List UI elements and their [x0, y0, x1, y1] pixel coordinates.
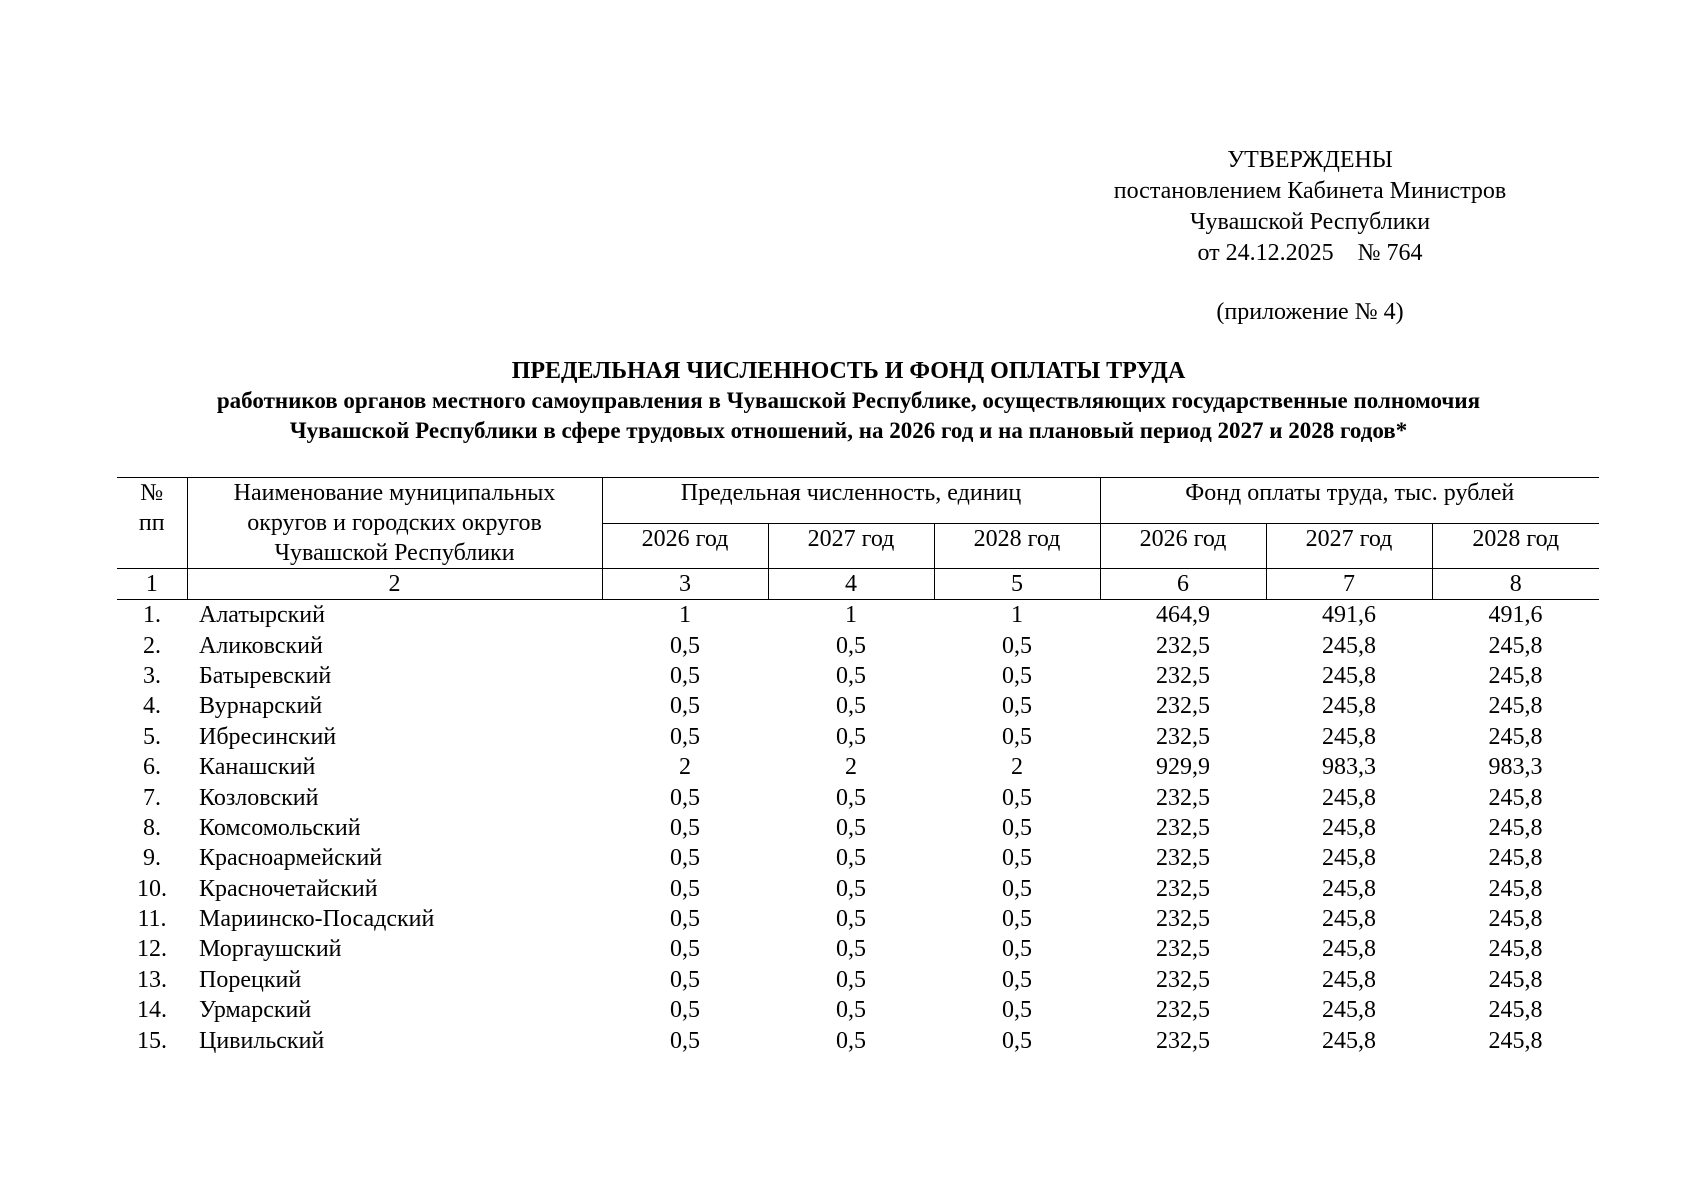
title-subtitle-line-1: работников органов местного самоуправления в Чувашской Республике, осуществляющих государственные полномочия: [216, 388, 1481, 413]
cell-fund-2027: 245,8: [1322, 966, 1376, 993]
table-row: [117, 782, 1599, 812]
cell-fund-2027: 245,8: [1322, 784, 1376, 811]
cell-number: 12.: [137, 936, 167, 963]
cell-number: 6.: [143, 754, 161, 781]
cell-fund-2026: 232,5: [1156, 875, 1210, 902]
column-number-8: 8: [1432, 569, 1599, 600]
cell-fund-2027: 245,8: [1322, 693, 1376, 720]
header-headcount-2026: 2026 год: [602, 523, 768, 569]
approval-line-date-number: от 24.12.2025 № 764: [1197, 240, 1423, 266]
cell-headcount-2026: 0,5: [670, 632, 700, 659]
cell-number: 4.: [143, 693, 161, 720]
limits-table: [117, 477, 1599, 1056]
column-number-2: 2: [187, 569, 602, 600]
cell-municipality: Цивильский: [199, 1027, 325, 1054]
cell-headcount-2027: 0,5: [836, 723, 866, 750]
table-row: [117, 722, 1599, 752]
table-row: [117, 995, 1599, 1025]
header-fund-group: Фонд оплаты труда, тыс. рублей: [1100, 478, 1599, 524]
table-row: [117, 600, 1599, 631]
cell-fund-2026: 232,5: [1156, 997, 1210, 1024]
cell-headcount-2028: 0,5: [1002, 1027, 1032, 1054]
header-row-number: № пп: [117, 478, 187, 569]
cell-fund-2027: 491,6: [1322, 602, 1376, 629]
cell-fund-2027: 245,8: [1322, 632, 1376, 659]
cell-headcount-2027: 0,5: [836, 845, 866, 872]
cell-headcount-2026: 1: [679, 602, 691, 629]
cell-fund-2026: 232,5: [1156, 966, 1210, 993]
cell-number: 8.: [143, 814, 161, 841]
cell-municipality: Урмарский: [199, 997, 312, 1024]
cell-number: 2.: [143, 632, 161, 659]
cell-fund-2028: 245,8: [1488, 906, 1543, 933]
cell-number: 15.: [137, 1027, 167, 1054]
cell-fund-2028: 245,8: [1488, 814, 1543, 841]
cell-municipality: Ибресинский: [199, 723, 337, 750]
column-number-3: 3: [602, 569, 768, 600]
cell-number: 7.: [143, 784, 161, 811]
cell-headcount-2028: 0,5: [1002, 784, 1032, 811]
cell-number: 9.: [143, 845, 161, 872]
cell-fund-2028: 491,6: [1488, 602, 1543, 629]
cell-fund-2028: 245,8: [1488, 936, 1543, 963]
cell-number: 3.: [143, 662, 161, 689]
cell-fund-2028: 245,8: [1488, 997, 1543, 1024]
cell-municipality: Козловский: [199, 784, 319, 811]
cell-fund-2028: 983,3: [1488, 754, 1543, 781]
cell-fund-2027: 245,8: [1322, 906, 1376, 933]
cell-headcount-2027: 0,5: [836, 814, 866, 841]
cell-municipality: Вурнарский: [199, 693, 323, 720]
header-headcount-2028: 2028 год: [934, 523, 1100, 569]
table-row: [117, 934, 1599, 964]
cell-fund-2027: 245,8: [1322, 936, 1376, 963]
cell-fund-2028: 245,8: [1488, 632, 1543, 659]
cell-fund-2027: 245,8: [1322, 723, 1376, 750]
title-subtitle-line-2: Чувашской Республики в сфере трудовых отношений, на 2026 год и на плановый период 2027 и 2028 годов*: [289, 418, 1408, 443]
cell-headcount-2028: 0,5: [1002, 662, 1032, 689]
cell-headcount-2028: 0,5: [1002, 875, 1032, 902]
cell-municipality: Комсомольский: [199, 814, 361, 841]
cell-headcount-2026: 0,5: [670, 966, 700, 993]
cell-fund-2028: 245,8: [1488, 875, 1543, 902]
cell-headcount-2026: 0,5: [670, 662, 700, 689]
approval-line-republic: Чувашской Республики: [1189, 209, 1431, 235]
cell-municipality: Мариинско-Посадский: [199, 906, 435, 933]
cell-fund-2026: 232,5: [1156, 1027, 1210, 1054]
cell-headcount-2027: 0,5: [836, 875, 866, 902]
cell-headcount-2027: 0,5: [836, 966, 866, 993]
cell-headcount-2027: 0,5: [836, 906, 866, 933]
cell-fund-2026: 232,5: [1156, 693, 1210, 720]
cell-headcount-2028: 0,5: [1002, 632, 1032, 659]
cell-headcount-2027: 0,5: [836, 632, 866, 659]
table-row: [117, 904, 1599, 934]
cell-headcount-2028: 0,5: [1002, 997, 1032, 1024]
cell-fund-2028: 245,8: [1488, 845, 1543, 872]
cell-headcount-2027: 0,5: [836, 662, 866, 689]
cell-fund-2026: 232,5: [1156, 784, 1210, 811]
table-row: [117, 843, 1599, 873]
cell-headcount-2026: 2: [679, 754, 691, 781]
cell-number: 11.: [137, 906, 167, 933]
cell-headcount-2026: 0,5: [670, 784, 700, 811]
cell-fund-2027: 245,8: [1322, 1027, 1376, 1054]
cell-number: 1.: [143, 602, 161, 629]
cell-number: 5.: [143, 723, 161, 750]
cell-municipality: Красночетайский: [199, 875, 378, 902]
table-row: [117, 1025, 1599, 1055]
cell-fund-2026: 232,5: [1156, 632, 1210, 659]
column-number-1: 1: [117, 569, 187, 600]
cell-headcount-2028: 1: [1011, 602, 1023, 629]
approval-line-approved: УТВЕРЖДЕНЫ: [1227, 147, 1393, 173]
cell-number: 14.: [137, 997, 167, 1024]
cell-fund-2027: 983,3: [1322, 754, 1376, 781]
cell-fund-2026: 232,5: [1156, 845, 1210, 872]
header-fund-2027: 2027 год: [1266, 523, 1432, 569]
cell-municipality: Батыревский: [199, 662, 332, 689]
cell-headcount-2026: 0,5: [670, 723, 700, 750]
table-row: [117, 630, 1599, 660]
cell-headcount-2027: 0,5: [836, 1027, 866, 1054]
table-row: [117, 813, 1599, 843]
header-municipality-name: Наименование муниципальных округов и городских округов Чувашской Республики: [187, 478, 602, 569]
approval-stamp: [1040, 145, 1580, 269]
cell-fund-2027: 245,8: [1322, 845, 1376, 872]
cell-fund-2026: 232,5: [1156, 906, 1210, 933]
cell-fund-2027: 245,8: [1322, 662, 1376, 689]
cell-headcount-2026: 0,5: [670, 936, 700, 963]
table-row: [117, 691, 1599, 721]
cell-fund-2028: 245,8: [1488, 693, 1543, 720]
document-title: [60, 356, 1637, 446]
cell-fund-2027: 245,8: [1322, 875, 1376, 902]
cell-fund-2028: 245,8: [1488, 723, 1543, 750]
cell-headcount-2026: 0,5: [670, 693, 700, 720]
cell-headcount-2027: 1: [845, 602, 857, 629]
cell-fund-2026: 929,9: [1156, 754, 1210, 781]
cell-fund-2028: 245,8: [1488, 662, 1543, 689]
column-number-6: 6: [1100, 569, 1266, 600]
header-fund-2026: 2026 год: [1100, 523, 1266, 569]
cell-municipality: Алатырский: [199, 602, 325, 629]
cell-headcount-2027: 0,5: [836, 936, 866, 963]
cell-headcount-2028: 0,5: [1002, 723, 1032, 750]
cell-fund-2026: 232,5: [1156, 662, 1210, 689]
cell-municipality: Аликовский: [199, 632, 323, 659]
column-number-5: 5: [934, 569, 1100, 600]
cell-headcount-2026: 0,5: [670, 845, 700, 872]
cell-headcount-2028: 0,5: [1002, 814, 1032, 841]
cell-fund-2027: 245,8: [1322, 814, 1376, 841]
cell-fund-2026: 464,9: [1156, 602, 1210, 629]
table-row: [117, 661, 1599, 691]
cell-fund-2026: 232,5: [1156, 814, 1210, 841]
attachment-label: (приложение № 4): [1216, 299, 1404, 325]
table-row: [117, 965, 1599, 995]
cell-fund-2027: 245,8: [1322, 997, 1376, 1024]
cell-headcount-2026: 0,5: [670, 906, 700, 933]
cell-municipality: Канашский: [199, 754, 316, 781]
header-fund-2028: 2028 год: [1432, 523, 1599, 569]
cell-headcount-2028: 0,5: [1002, 936, 1032, 963]
header-headcount-2027: 2027 год: [768, 523, 934, 569]
cell-headcount-2028: 2: [1011, 754, 1023, 781]
cell-number: 13.: [137, 966, 167, 993]
table-row: [117, 874, 1599, 904]
cell-headcount-2028: 0,5: [1002, 693, 1032, 720]
cell-fund-2028: 245,8: [1488, 1027, 1543, 1054]
cell-headcount-2026: 0,5: [670, 997, 700, 1024]
cell-fund-2026: 232,5: [1156, 723, 1210, 750]
cell-headcount-2028: 0,5: [1002, 906, 1032, 933]
cell-fund-2028: 245,8: [1488, 966, 1543, 993]
column-number-4: 4: [768, 569, 934, 600]
cell-headcount-2027: 0,5: [836, 693, 866, 720]
title-main: ПРЕДЕЛЬНАЯ ЧИСЛЕННОСТЬ И ФОНД ОПЛАТЫ ТРУДА: [511, 358, 1186, 384]
table-body: [117, 600, 1599, 1056]
cell-headcount-2027: 2: [845, 754, 857, 781]
header-headcount-group: Предельная численность, единиц: [602, 478, 1100, 524]
approval-line-resolution: постановлением Кабинета Министров: [1113, 178, 1507, 204]
column-number-7: 7: [1266, 569, 1432, 600]
cell-headcount-2027: 0,5: [836, 784, 866, 811]
cell-headcount-2026: 0,5: [670, 1027, 700, 1054]
cell-headcount-2026: 0,5: [670, 814, 700, 841]
cell-headcount-2028: 0,5: [1002, 845, 1032, 872]
cell-municipality: Красноармейский: [199, 845, 383, 872]
cell-fund-2028: 245,8: [1488, 784, 1543, 811]
cell-headcount-2026: 0,5: [670, 875, 700, 902]
cell-headcount-2028: 0,5: [1002, 966, 1032, 993]
cell-municipality: Моргаушский: [199, 936, 342, 963]
cell-number: 10.: [137, 875, 167, 902]
table-row: [117, 752, 1599, 782]
cell-fund-2026: 232,5: [1156, 936, 1210, 963]
cell-municipality: Порецкий: [199, 966, 302, 993]
cell-headcount-2027: 0,5: [836, 997, 866, 1024]
